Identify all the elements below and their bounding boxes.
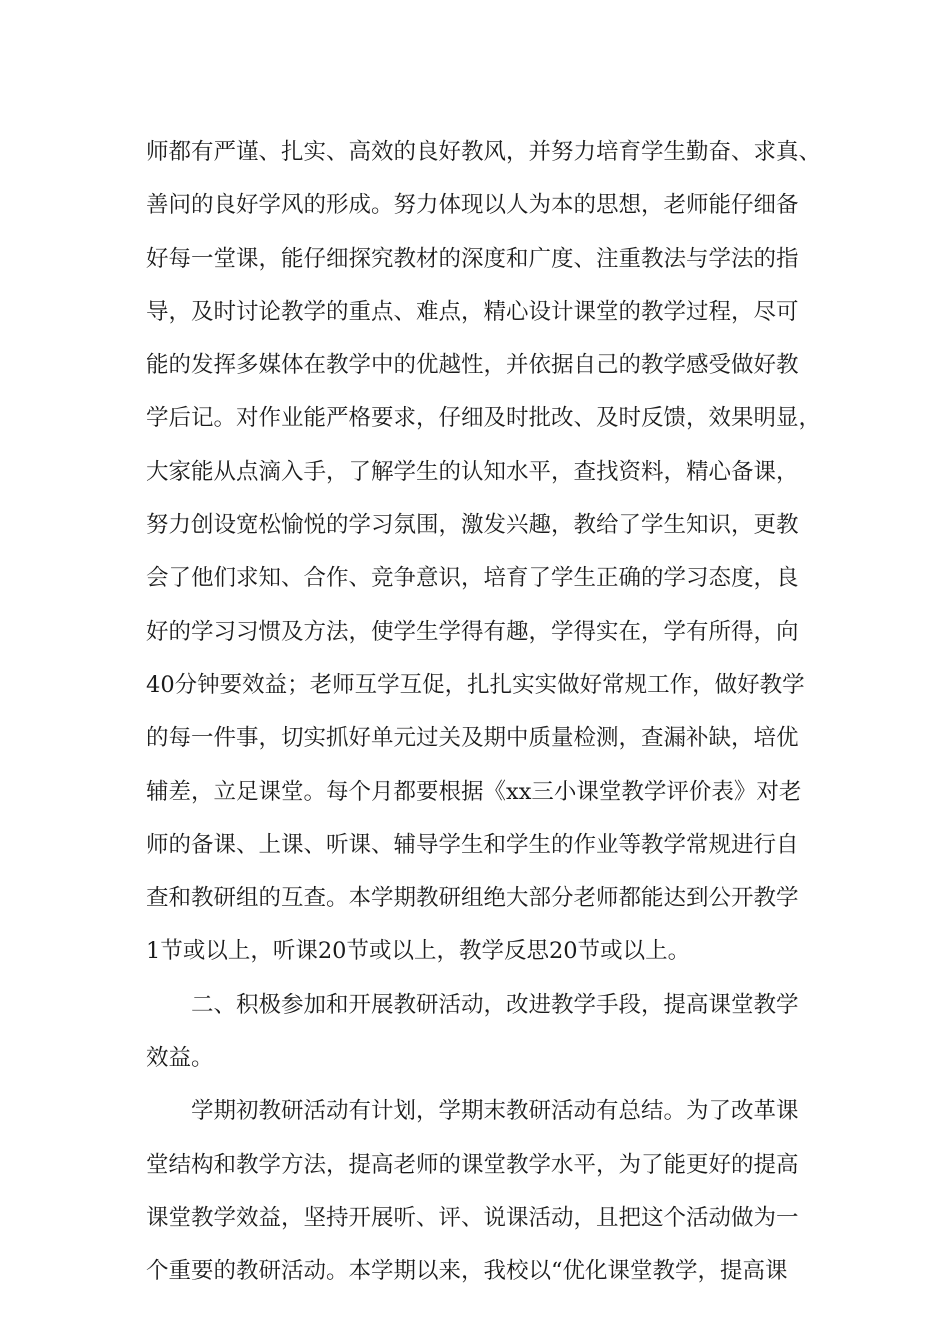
text-line: 堂结构和教学方法，提高老师的课堂教学水平，为了能更好的提高 xyxy=(146,1151,799,1178)
paragraph-first-line: 学期初教研活动有计划，学期末教研活动有总结。为了改革课 xyxy=(191,1098,799,1125)
text-line: 善问的良好学风的形成。努力体现以人为本的思想，老师能仔细备 xyxy=(146,192,799,219)
text-line: 个重要的教研活动。本学期以来，我校以“优化课堂教学，提高课 xyxy=(146,1258,788,1285)
section-heading-line: 二、积极参加和开展教研活动，改进教学手段，提高课堂教学 xyxy=(191,991,799,1018)
text-line: 师的备课、上课、听课、辅导学生和学生的作业等教学常规进行自 xyxy=(146,831,799,858)
text-line: 会了他们求知、合作、竞争意识，培育了学生正确的学习态度，良 xyxy=(146,565,799,592)
text-line: 1节或以上，听课20节或以上，教学反思20节或以上。 xyxy=(146,938,691,965)
text-line: 大家能从点滴入手，了解学生的认知水平，查找资料，精心备课， xyxy=(146,458,799,485)
text-line: 的每一件事，切实抓好单元过关及期中质量检测，查漏补缺，培优 xyxy=(146,725,799,752)
text-line: 学后记。对作业能严格要求，仔细及时批改、及时反馈，效果明显， xyxy=(146,405,822,432)
text-line: 查和教研组的互查。本学期教研组绝大部分老师都能达到公开教学 xyxy=(146,885,799,912)
text-line: 课堂教学效益，坚持开展听、评、说课活动，且把这个活动做为一 xyxy=(146,1204,799,1231)
text-line: 辅差，立足课堂。每个月都要根据《xx三小课堂教学评价表》对老 xyxy=(146,778,802,805)
text-line: 导，及时讨论教学的重点、难点，精心设计课堂的教学过程，尽可 xyxy=(146,298,799,325)
text-line: 努力创设宽松愉悦的学习氛围，激发兴趣，教给了学生知识，更教 xyxy=(146,512,799,539)
section-heading-line: 效益。 xyxy=(146,1045,214,1072)
text-line: 好每一堂课，能仔细探究教材的深度和广度、注重教法与学法的指 xyxy=(146,245,799,272)
text-line: 能的发挥多媒体在教学中的优越性，并依据自己的教学感受做好教 xyxy=(146,352,799,379)
text-line: 40分钟要效益；老师互学互促，扎扎实实做好常规工作，做好教学 xyxy=(146,671,805,698)
text-line: 好的学习习惯及方法，使学生学得有趣，学得实在，学有所得，向 xyxy=(146,618,799,645)
document-body xyxy=(146,126,836,1299)
text-line: 师都有严谨、扎实、高效的良好教风，并努力培育学生勤奋、求真、 xyxy=(146,139,822,165)
